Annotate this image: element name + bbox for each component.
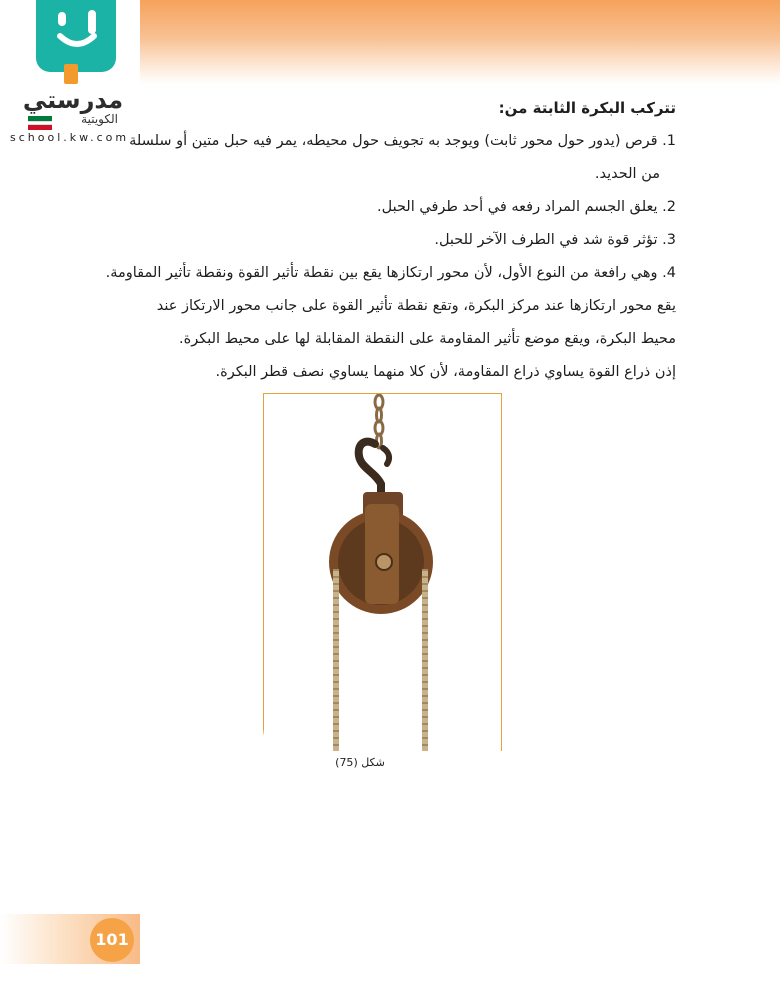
hook-icon	[359, 442, 381, 498]
list-item-1-line-1: 1. قرص (يدور حول محور ثابت) ويوجد به تجويف حول محيطه، يمر فيه حبل متين أو سلسلة	[129, 133, 676, 149]
pulley-figure	[263, 393, 502, 751]
figure-caption: شكل (75)	[335, 756, 385, 769]
list-item-1-line-2: من الحديد.	[594, 166, 660, 182]
pulley-axle-icon	[376, 554, 392, 570]
pulley-illustration	[263, 394, 501, 751]
smile-icon	[52, 8, 102, 58]
chain-icon	[375, 395, 383, 448]
logo-subtitle: الكويتية	[81, 112, 118, 126]
list-item-3: 3. تؤثر قوة شد في الطرف الآخر للحبل.	[434, 232, 676, 248]
logo-pencil-tip	[64, 64, 78, 84]
kuwait-flag-icon	[28, 116, 52, 130]
paragraph-2: إذن ذراع القوة يساوي ذراع المقاومة، لأن كلا منهما يساوي نصف قطر البكرة.	[215, 364, 676, 380]
flag-stripe-red	[28, 125, 52, 130]
logo-title: مدرستي	[22, 86, 124, 114]
logo-domain: school.kw.com	[10, 131, 130, 144]
lesson-text	[80, 92, 676, 389]
page-number-badge: 101	[90, 918, 134, 962]
list-item-4: 4. وهي رافعة من النوع الأول، لأن محور ارتكازها يقع بين نقطة تأثير القوة ونقطة تأثير المقاومة.	[105, 265, 676, 281]
list-item-2: 2. يعلق الجسم المراد رفعه في أحد طرفي الحبل.	[376, 199, 676, 215]
header-gradient-band	[140, 0, 780, 84]
paragraph-1-line-1: يقع محور ارتكازها عند مركز البكرة، وتقع نقطة تأثير القوة على جانب محور الارتكاز عند	[156, 298, 676, 314]
paragraph-1-line-2: محيط البكرة، ويقع موضع تأثير المقاومة على النقطة المقابلة لها على محيط البكرة.	[179, 331, 676, 347]
section-heading: تتركب البكرة الثابتة من:	[498, 99, 676, 117]
